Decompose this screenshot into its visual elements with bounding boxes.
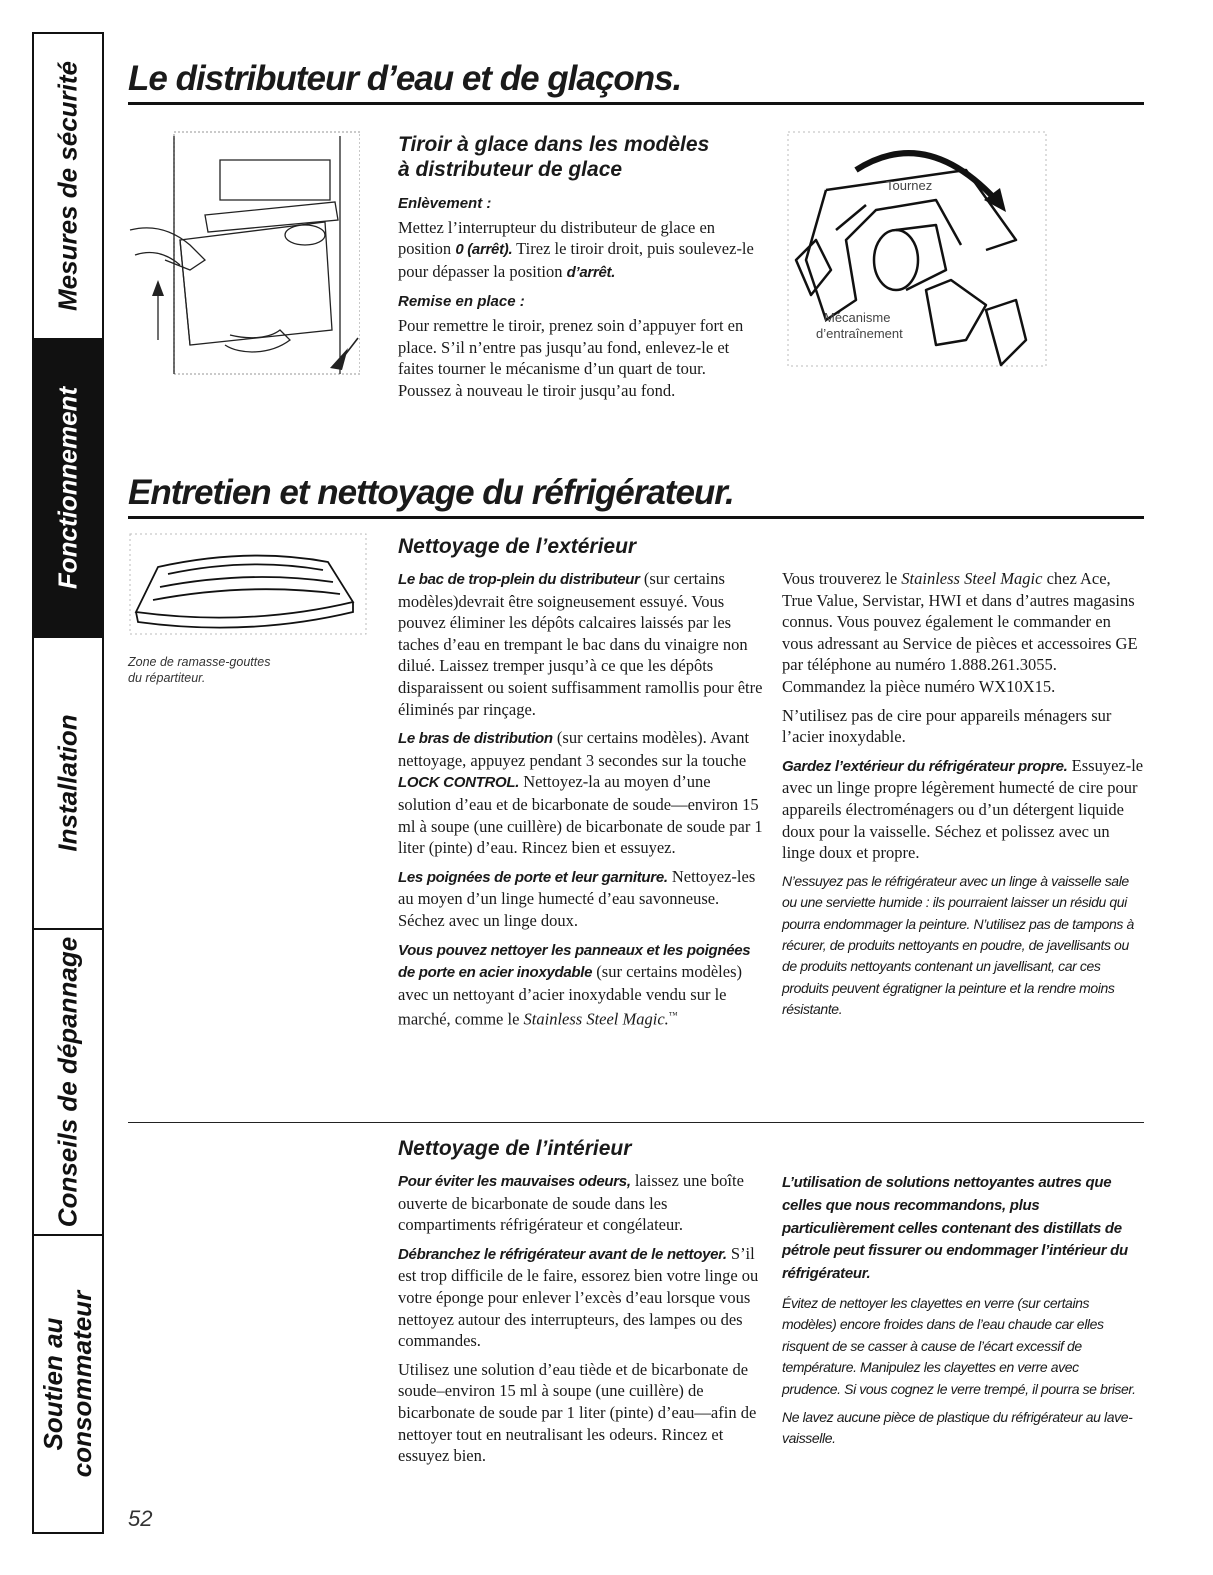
- exterior-warning: N’essuyez pas le réfrigérateur avec un linge à vaisselle sale ou une serviette humide : ils pourraient laisser un résidu qui pourra endommager la peinture. N’utilisez pas de tampons à récurer, de produits nettoyants en poudre, de javellisants ou de produits nettoyants contenant un javellisant, car ces produits peuvent égratigner la peinture et la rendre moins résistante.: [782, 872, 1134, 1018]
- p2-text-b: Nettoyez-la au moyen d’une solution d’eau et de bicarbonate de soude—environ 15 ml à soupe (une cuillère) de bicarbonate de soude par 1 liter (pinte) d’eau. Rincez bien et essuyez.: [398, 772, 763, 858]
- p4-text: (sur certains modèles) avec un nettoyant d’acier inoxydable vendu sur le marché, comme le: [398, 962, 742, 1029]
- drive-label-line1: Mécanisme: [824, 310, 891, 325]
- caption-line1: Zone de ramasse-gouttes: [128, 655, 271, 669]
- tab-label-line1: Soutien au: [38, 1317, 68, 1451]
- p2-text-a: (sur certains modèles). Avant nettoyage, appuyez pendant 3 secondes sur la touche: [398, 728, 750, 770]
- title-rule: [128, 516, 1144, 519]
- interior-p3: Utilisez une solution d’eau tiède et de bicarbonate de soude–environ 15 ml à soupe (une cuillère) de bicarbonate de soude par 1 liter (pinte) d’eau—afin de nettoyer tout en neutralisant les odeurs. Rincez et essuyez bien.: [398, 1359, 757, 1466]
- interior-col2-warn1: Évitez de nettoyer les clayettes en verre (sur certains modèles) encore froides dans de l’eau chaude car elles risquent de se casser à cause de l’écart excessif de température. Manipulez les clayettes en verre avec prudence. Si vous cognez le verre trempé, il pourra se briser.: [782, 1294, 1136, 1397]
- interior-p1-lead: Pour éviter les mauvaises odeurs,: [398, 1173, 631, 1190]
- tab-soutien-au-consommateur[interactable]: [34, 1236, 102, 1532]
- arrow-down-icon: [330, 348, 348, 370]
- interior-rule: [128, 1122, 1144, 1123]
- section-title-care-cleaning: Entretien et nettoyage du réfrigérateur.: [128, 473, 734, 512]
- interior-column-1: [398, 1170, 763, 1474]
- tab-mesures-de-securite[interactable]: [34, 34, 102, 340]
- interior-column-2: [782, 1172, 1137, 1457]
- removal-text-a: Mettez l’interrupteur du distributeur de glace en position: [398, 217, 716, 259]
- page-number: 52: [128, 1506, 153, 1531]
- caption-line2: du répartiteur.: [128, 671, 206, 685]
- tab-label: Mesures de sécurité: [52, 60, 83, 312]
- exterior-p4: [398, 939, 763, 1031]
- replace-text: Pour remettre le tiroir, prenez soin d’appuyer fort en place. S’il n’entre pas jusqu’au fond, enlevez-le et faites tourner le mécanisme d’un quart de tour. Poussez à nouveau le tiroir jusqu’au fond.: [398, 315, 744, 400]
- exterior-col2-p1: [782, 568, 1144, 698]
- interior-col2-warn2: Ne lavez aucune pièce de plastique du réfrigérateur au lave-vaisselle.: [782, 1409, 1133, 1447]
- col2-p1-b: chez Ace, True Value, Servistar, HWI et dans d’autres magasins connus. Vous pouvez également le commander en vous adressant au Service de pièces et accessoires GE par téléphone au numéro 1.888.261.3055. Commandez la pièce numéro WX10X15.: [782, 569, 1138, 696]
- exterior-heading: Nettoyage de l’extérieur: [398, 535, 637, 558]
- arrow-up-icon: [152, 280, 164, 296]
- p2-bold: LOCK CONTROL.: [398, 774, 520, 792]
- exterior-p3: [398, 866, 763, 932]
- drip-tray-caption: [128, 654, 270, 686]
- removal-bold-2: d’arrêt.: [566, 263, 616, 281]
- p2-lead: Le bras de distribution: [398, 730, 553, 748]
- exterior-p2: [398, 727, 763, 859]
- tab-label: [39, 1291, 97, 1477]
- drip-tray-illustration: [128, 532, 368, 642]
- exterior-column-2: [782, 568, 1144, 1028]
- col2-p3-text: Essuyez-le avec un linge propre légèrement humecté de cire pour appareils électroménagers ou d’un détergent liquide doux pour la vaisselle. Séchez et polissez avec un linge doux et propre.: [782, 755, 1144, 863]
- col2-p3-lead: Gardez l’extérieur du réfrigérateur propre.: [782, 757, 1068, 775]
- col2-p1-a: Vous trouverez le: [782, 569, 902, 588]
- interior-p1-text: laissez une boîte ouverte de bicarbonate de soude dans les compartiments réfrigérateur et congélateur.: [398, 1171, 744, 1235]
- trademark-symbol: ™: [668, 1010, 678, 1021]
- col2-p1-italic: Stainless Steel Magic: [901, 569, 1043, 588]
- section-title-dispenser: Le distributeur d’eau et de glaçons.: [128, 59, 682, 98]
- interior-col2-bold: L’utilisation de solutions nettoyantes autres que celles que nous recommandons, plus particulièrement celles contenant des distillats de pétrole peut fissurer ou endommager l’intérieur du réfrigérateur.: [782, 1174, 1128, 1283]
- p4-italic: Stainless Steel Magic.: [523, 1009, 669, 1029]
- exterior-column-1: [398, 568, 763, 1037]
- interior-p1: [398, 1170, 763, 1236]
- p1-lead: Le bac de trop-plein du distributeur: [398, 571, 640, 588]
- ice-bin-heading: [398, 132, 709, 182]
- p3-text: Nettoyez-les au moyen d’un linge humecté d’eau savonneuse. Séchez avec un linge doux.: [398, 866, 756, 930]
- p3-lead: Les poignées de porte et leur garniture.: [398, 868, 668, 886]
- tab-label-line2: consommateur: [67, 1290, 97, 1478]
- exterior-col2-p3: [782, 755, 1144, 864]
- tab-installation[interactable]: [34, 638, 102, 930]
- tab-fonctionnement[interactable]: [34, 340, 102, 638]
- drive-label-line2: d’entraînement: [816, 326, 903, 341]
- removal-label: Enlèvement :: [398, 195, 492, 212]
- ice-bin-illustration: [120, 130, 360, 380]
- exterior-col2-p2: N’utilisez pas de cire pour appareils ménagers sur l’acier inoxydable.: [782, 705, 1112, 747]
- interior-heading: Nettoyage de l’intérieur: [398, 1137, 632, 1160]
- removal-bold-1: 0 (arrêt).: [455, 241, 513, 259]
- tab-label: Fonctionnement: [52, 386, 83, 590]
- p4-lead: Vous pouvez nettoyer les panneaux et les poignées de porte en acier inoxydable: [398, 941, 751, 982]
- ice-bin-heading-line2: à distributeur de glace: [398, 158, 623, 181]
- tab-label: Installation: [52, 714, 83, 852]
- drive-mechanism-illustration: [786, 130, 1048, 370]
- exterior-p1: [398, 568, 763, 720]
- removal-text-b: Tirez le tiroir droit, puis soulevez-le pour dépasser la position: [398, 239, 754, 281]
- replace-label: Remise en place :: [398, 293, 525, 311]
- ice-bin-instructions: [398, 193, 758, 408]
- title-rule: [128, 102, 1144, 105]
- ice-bin-heading-line1: Tiroir à glace dans les modèles: [398, 133, 710, 156]
- p1-text: (sur certains modèles)devrait être soigneusement essuyé. Vous pouvez éliminer les dépôts calcaires laissés par les taches d’eau en trempant le bac dans du vinaigre non dilué. Laissez tremper jusqu’à ce que les dépôts disparaissent ou soient suffisamment ramollis pour être éliminés par rinçage.: [398, 569, 763, 719]
- tab-label: Conseils de dépannage: [52, 936, 83, 1228]
- tab-conseils-de-depannage[interactable]: [34, 930, 102, 1236]
- removal-text: [398, 217, 758, 284]
- interior-p2-lead: Débranchez le réfrigérateur avant de le nettoyer.: [398, 1245, 727, 1263]
- interior-p2-text: S’il est trop difficile de le faire, essorez bien votre linge ou votre éponge pour enlever l’excès d’eau lorsque vous nettoyez autour des interrupteurs, des lampes ou des commandes.: [398, 1243, 759, 1351]
- interior-p2: [398, 1243, 763, 1352]
- turn-label: Tournez: [886, 178, 933, 193]
- section-sidebar: [32, 32, 104, 1534]
